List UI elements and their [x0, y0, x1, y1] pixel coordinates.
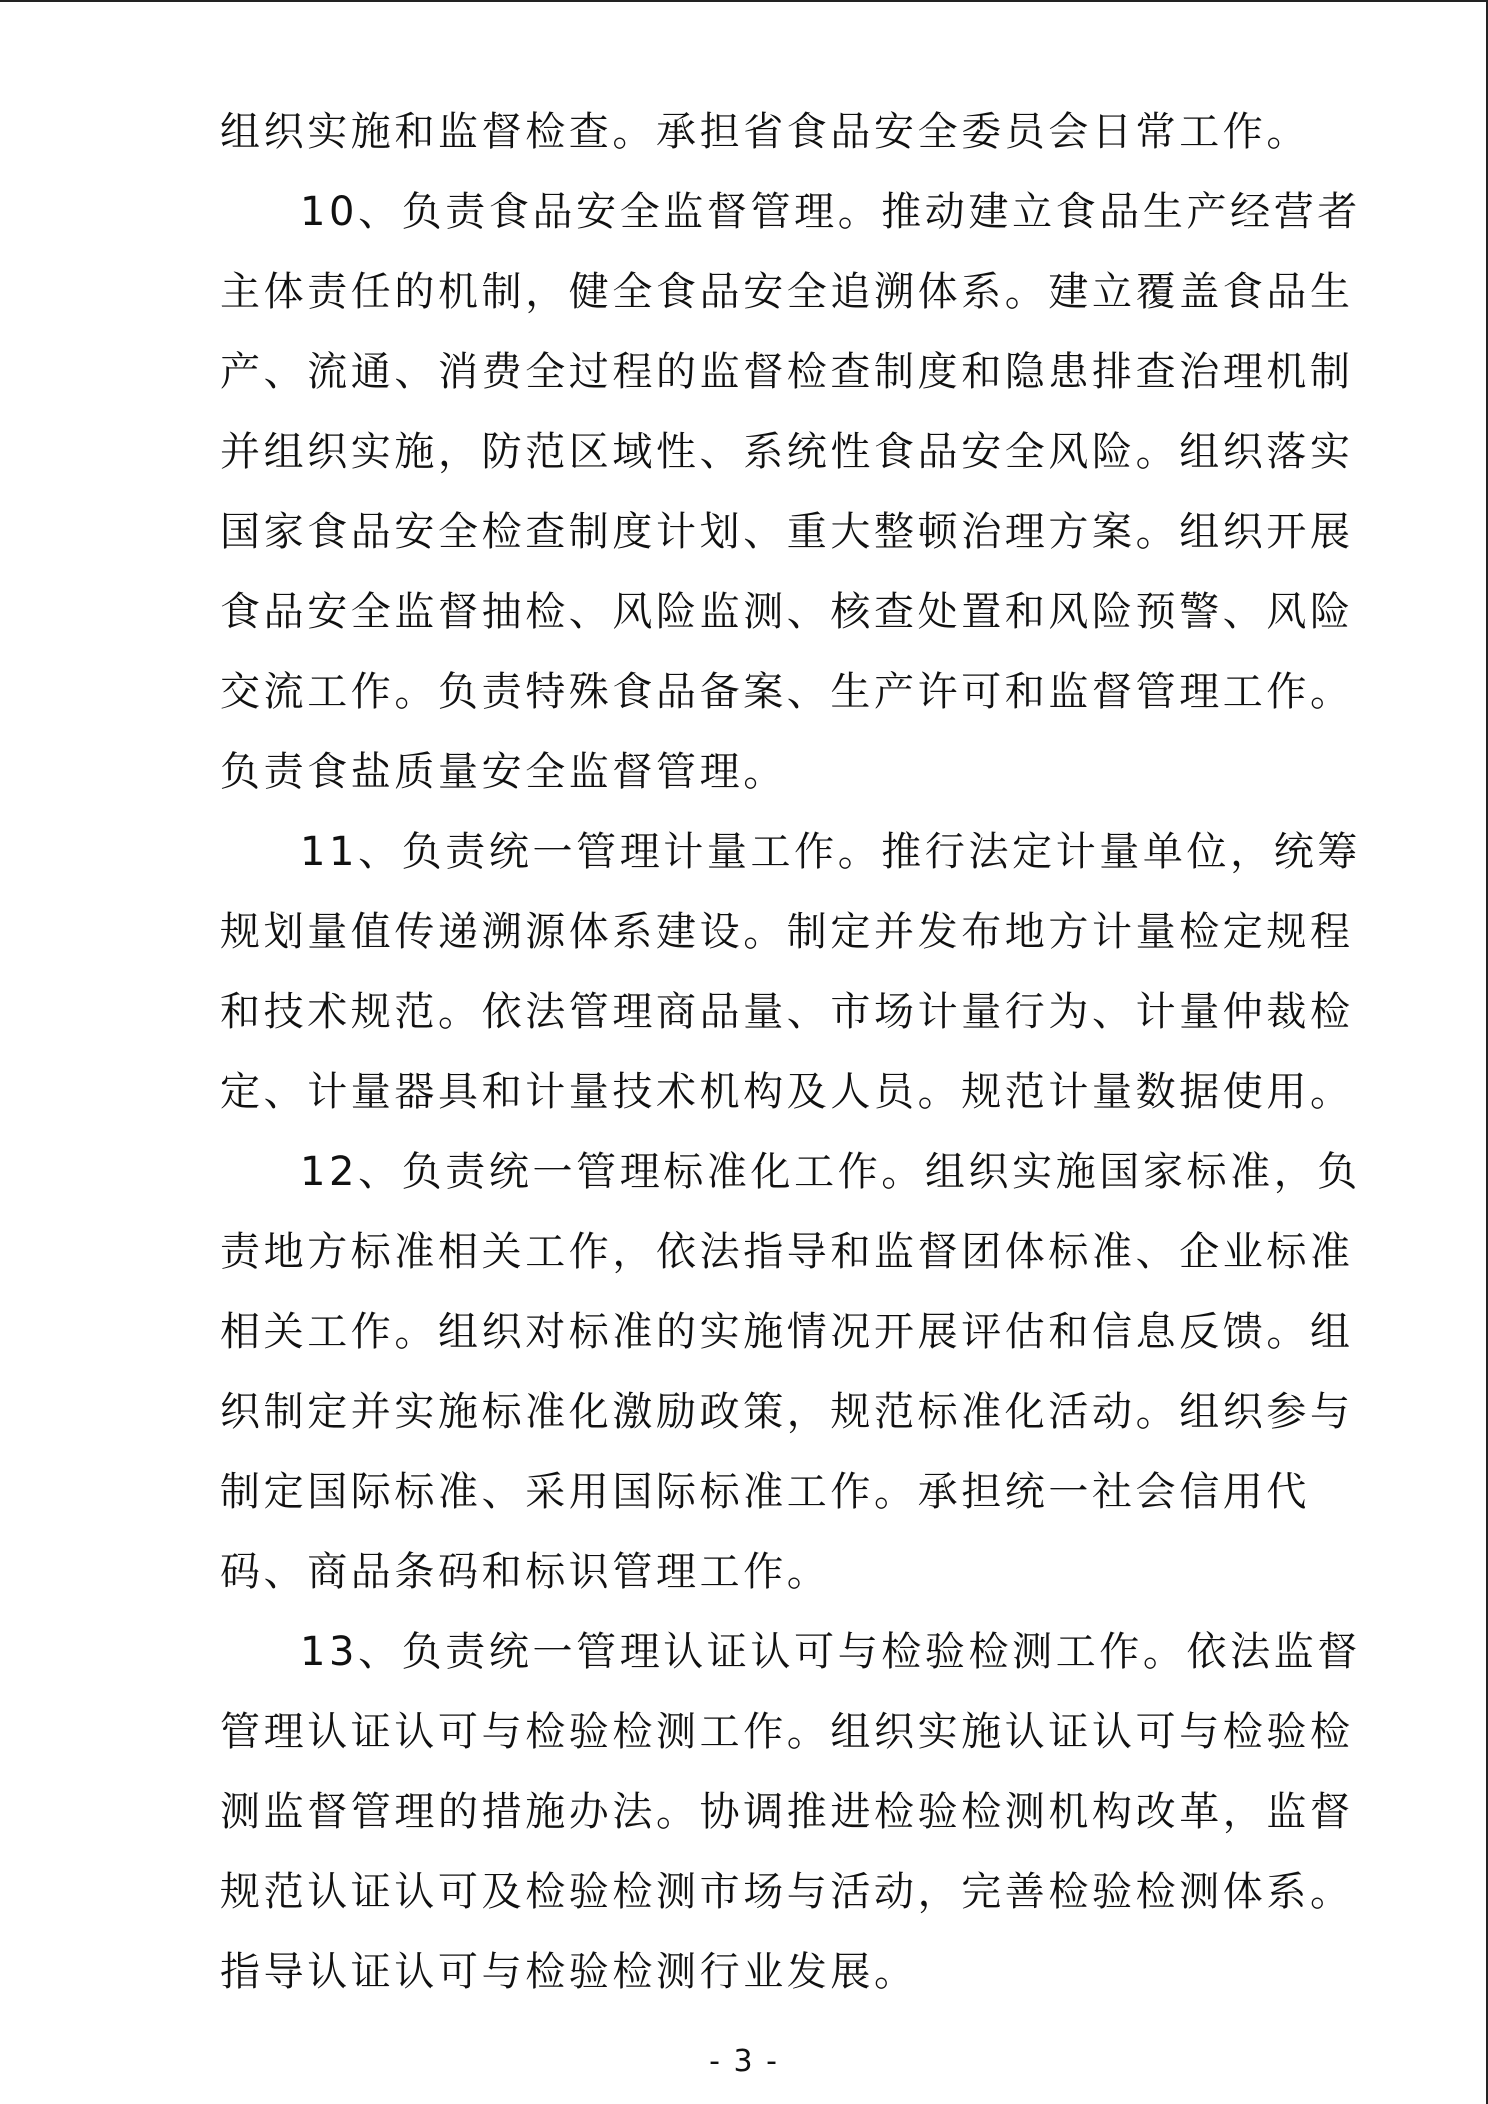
document-body: [220, 92, 1361, 2012]
text-line: 组织实施和监督检查。承担省食品安全委员会日常工作。: [220, 109, 1310, 155]
text-line: 织制定并实施标准化激励政策，规范标准化活动。组织参与: [220, 1389, 1354, 1435]
page-number: - 3 -: [709, 2044, 779, 2079]
text-line: 制定国际标准、采用国际标准工作。承担统一社会信用代: [220, 1469, 1310, 1515]
text-line: 定、计量器具和计量技术机构及人员。规范计量数据使用。: [220, 1069, 1354, 1115]
paragraph-first-line: 11、负责统一管理计量工作。推行法定计量单位，统筹: [300, 829, 1361, 875]
text-line: 负责食盐质量安全监督管理。: [220, 749, 787, 795]
text-line: 并组织实施，防范区域性、系统性食品安全风险。组织落实: [220, 429, 1354, 475]
text-line: 管理认证认可与检验检测工作。组织实施认证认可与检验检: [220, 1709, 1354, 1755]
text-line: 码、商品条码和标识管理工作。: [220, 1549, 831, 1595]
paragraph-first-line: 12、负责统一管理标准化工作。组织实施国家标准，负: [300, 1149, 1361, 1195]
text-line: 规划量值传递溯源体系建设。制定并发布地方计量检定规程: [220, 909, 1354, 955]
paragraph-first-line: 13、负责统一管理认证认可与检验检测工作。依法监督: [300, 1629, 1361, 1675]
text-line: 责地方标准相关工作，依法指导和监督团体标准、企业标准: [220, 1229, 1354, 1275]
text-line: 指导认证认可与检验检测行业发展。: [220, 1949, 918, 1995]
text-line: 相关工作。组织对标准的实施情况开展评估和信息反馈。组: [220, 1309, 1354, 1355]
text-line: 交流工作。负责特殊食品备案、生产许可和监督管理工作。: [220, 669, 1354, 715]
text-line: 规范认证认可及检验检测市场与活动，完善检验检测体系。: [220, 1869, 1354, 1915]
text-line: 主体责任的机制，健全食品安全追溯体系。建立覆盖食品生: [220, 269, 1354, 315]
paragraph-first-line: 10、负责食品安全监督管理。推动建立食品生产经营者: [300, 189, 1361, 235]
text-line: 测监督管理的措施办法。协调推进检验检测机构改革，监督: [220, 1789, 1354, 1835]
text-line: 和技术规范。依法管理商品量、市场计量行为、计量仲裁检: [220, 989, 1354, 1035]
text-line: 产、流通、消费全过程的监督检查制度和隐患排查治理机制: [220, 349, 1354, 395]
text-line: 国家食品安全检查制度计划、重大整顿治理方案。组织开展: [220, 509, 1354, 555]
text-line: 食品安全监督抽检、风险监测、核查处置和风险预警、风险: [220, 589, 1354, 635]
